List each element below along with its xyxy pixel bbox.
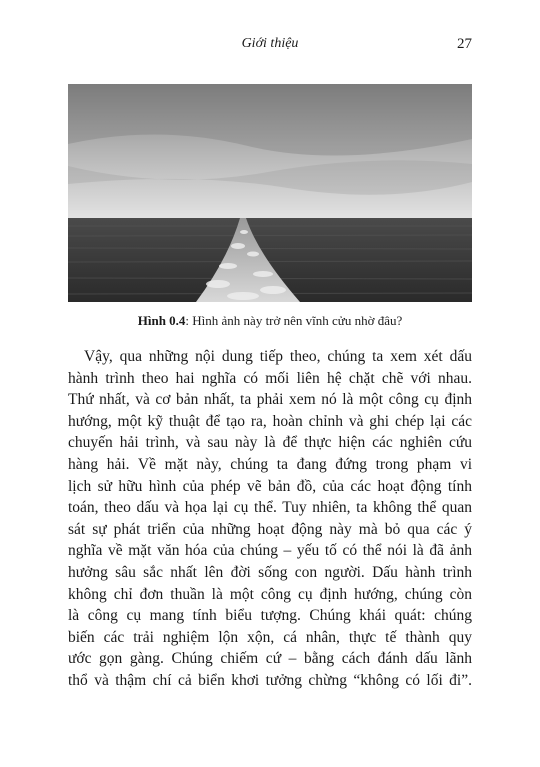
body-line: thổ và thậm chí cả biển khơi tưởng chừng “không có lối đi”.: [68, 671, 472, 689]
body-line: biến các trải nghiệm lộn xộn, cá nhân, thực tế thành quy: [68, 628, 472, 646]
body-line: Thứ nhất, và cơ bản nhất, ta phải xem nó là một công cụ định: [68, 391, 472, 409]
body-line: nghĩa về mặt văn hóa của chúng – yếu tố có thể nói là đã ảnh: [68, 542, 472, 560]
body-line: lịch sử hữu hình của phép vẽ bản đồ, của các hoạt động tính: [68, 477, 472, 495]
body-line: Vậy, qua những nội dung tiếp theo, chúng ta xem xét dấu: [84, 348, 472, 365]
body-line: hành trình theo hai nghĩa có mối liên hệ chặt chẽ với nhau.: [68, 369, 472, 387]
caption-text: : Hình ảnh này trở nên vĩnh cửu nhờ đâu?: [185, 313, 403, 328]
body-line: hàng hải. Về mặt này, chúng ta đang đứng trong phạm vi: [68, 455, 472, 473]
sea-wake-photo: [68, 84, 472, 302]
body-line: ước gọn gàng. Chúng chiếm cứ – bằng cách đánh dấu lãnh: [68, 650, 472, 668]
body-paragraph: [68, 346, 472, 692]
running-header: [68, 36, 472, 56]
figure-caption: [68, 313, 472, 329]
body-line: toán, theo dấu và họa lại cụ thể. Tuy nhiên, ta không thể quan: [68, 499, 472, 517]
body-line: không chỉ đơn thuần là một công cụ định hướng, chúng còn: [68, 585, 472, 603]
caption-label: Hình 0.4: [137, 313, 186, 328]
section-title: Giới thiệu: [241, 36, 299, 51]
body-line: chuyến hải trình, và sau này là để thực hiện các nghiên cứu: [68, 434, 472, 452]
body-line: sát sự phát triển của những hoạt động này mà bỏ qua các ý: [68, 520, 472, 538]
body-line: là công cụ mang tính biểu tượng. Chúng khái quát: chúng: [68, 607, 472, 625]
body-line: hưởng sâu sắc nhất lên đời sống con người. Dấu hành trình: [68, 563, 472, 581]
body-line: hướng, một kỹ thuật để tạo ra, hoàn chỉnh và ghi chép lại các: [68, 412, 472, 430]
page-number: 27: [457, 36, 472, 52]
